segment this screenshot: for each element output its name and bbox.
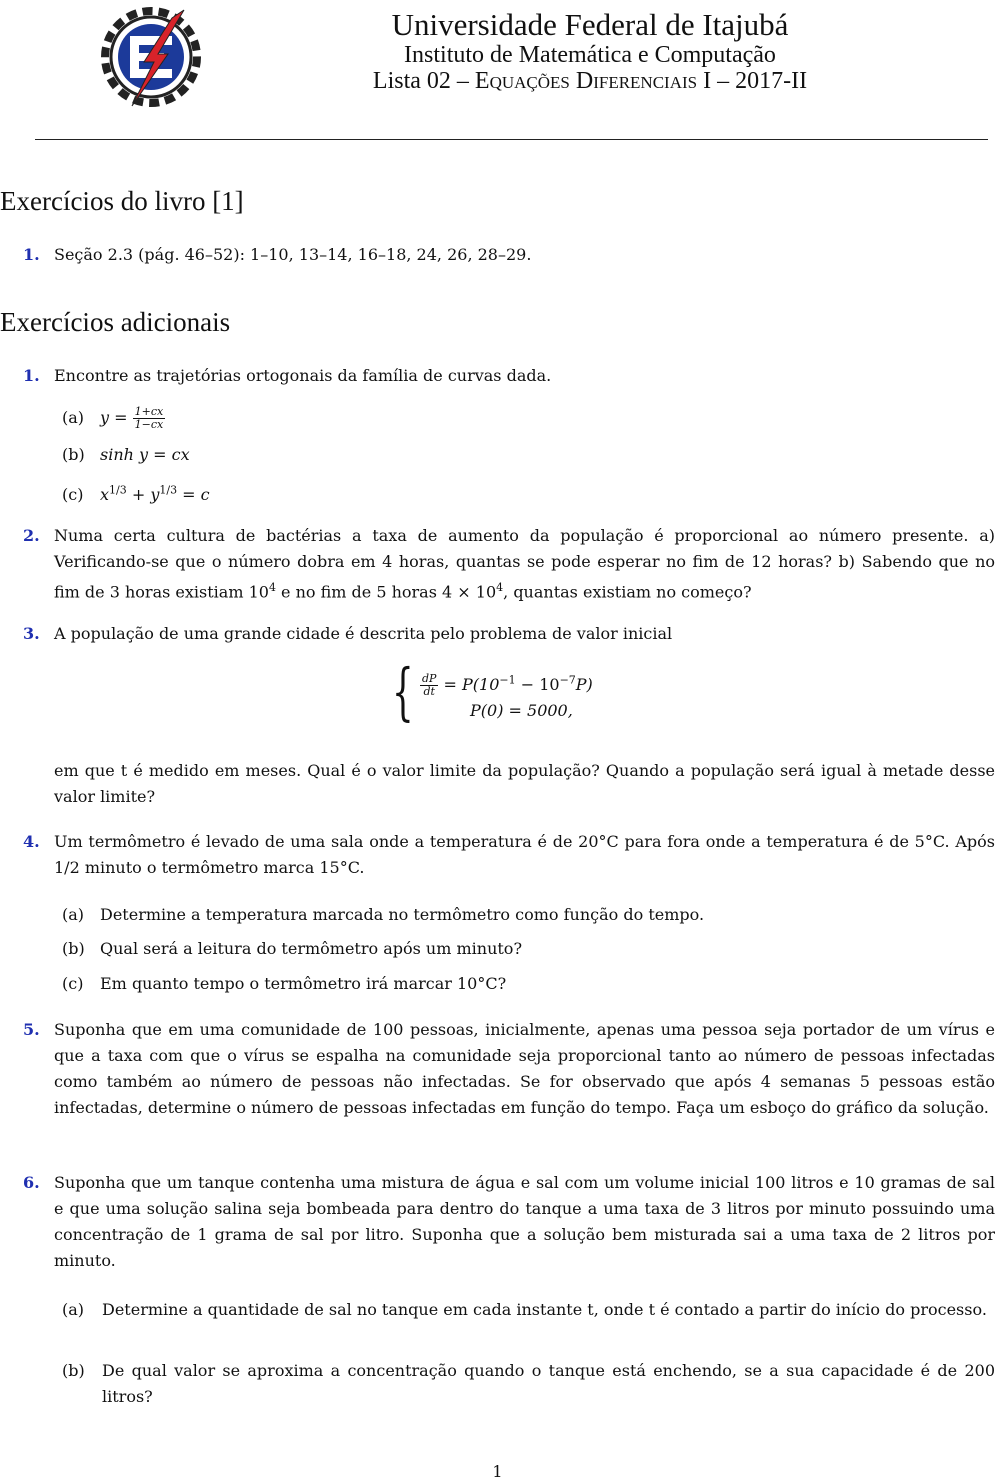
section-book-title: Exercícios do livro [1]: [0, 186, 244, 216]
item-text: Um termômetro é levado de uma sala onde a temperatura é de 20°C para fora onde a temperatura é de 5°C. Após 1/2 minuto o termômetro marca 15°C.: [54, 832, 995, 877]
ode-equation: [420, 673, 593, 698]
exercise-6a-text: Determine a quantidade de sal no tanque em cada instante t, onde t é contado a partir do início do processo.: [102, 1300, 987, 1319]
superscript: 4: [268, 581, 276, 594]
brace-symbol: {: [392, 655, 414, 728]
math-lhs: y =: [100, 408, 128, 427]
math-exponent: 1/3: [159, 484, 178, 497]
university-logo: [92, 2, 210, 112]
math-expression: [100, 485, 210, 504]
list-prefix: Lista 02 –: [372, 68, 475, 94]
text-part: Numa certa cultura de bactérias a taxa de aumento da população é proporcional ao número presente. a) Verificando-se que o número dobra em 4 horas, quantas se pode esperar no fim de 12 horas? b) Sabendo que no fim de 3 horas existiam 10: [54, 526, 995, 602]
item-text: [54, 523, 995, 605]
exercise-6b-label: (b): [62, 1361, 85, 1380]
exercise-4c: [62, 971, 506, 997]
fraction-numerator: dP: [422, 672, 437, 685]
item-text: Encontre as trajetórias ortogonais da família de curvas dada.: [54, 366, 552, 385]
math-plus: +: [126, 485, 151, 505]
list-course: Equações Diferenciais: [474, 68, 698, 94]
derivative-fraction: [420, 673, 438, 698]
item-number: 1.: [23, 245, 40, 264]
ode-system: [392, 655, 652, 733]
math-part: = P(10: [438, 675, 500, 694]
item-number: 1.: [23, 366, 40, 385]
sub-text: Qual será a leitura do termômetro após um minuto?: [100, 939, 523, 958]
list-title: [260, 68, 920, 94]
header-divider: [35, 139, 988, 140]
superscript: −1: [499, 673, 516, 687]
initial-condition: P(0) = 5000,: [470, 701, 573, 720]
exercise-1b: [62, 442, 190, 468]
document-header: [260, 8, 920, 94]
item-text: Seção 2.3 (pág. 46–52): 1–10, 13–14, 16–18, 24, 26, 28–29.: [54, 245, 532, 264]
fraction-denominator: 1−cx: [134, 418, 164, 431]
exercise-1a: [62, 405, 165, 431]
math-equals: = c: [177, 485, 210, 505]
item-number: 6.: [23, 1173, 40, 1192]
item-text: A população de uma grande cidade é descrita pelo problema de valor inicial: [54, 624, 673, 643]
sub-text: Em quanto tempo o termômetro irá marcar 10°C?: [100, 974, 507, 993]
math-exponent: 1/3: [109, 484, 127, 497]
item-text: Suponha que um tanque contenha uma mistura de água e sal com um volume inicial 100 litros e 10 gramas de sal e que uma solução salina seja bombeada para dentro do tanque a uma taxa de 3 litros por minuto possuindo uma concentração de 1 grama de sal por litro. Suponha que a solução bem misturada sai a uma taxa de 2 litros por minuto.: [54, 1173, 995, 1270]
math-y: y: [150, 485, 160, 505]
text-part: e no fim de 5 horas 4 × 10: [275, 582, 497, 602]
exercise-6a-label: (a): [62, 1300, 85, 1319]
sub-label: (c): [62, 485, 84, 505]
item-number: 3.: [23, 624, 40, 643]
fraction-numerator: 1+cx: [134, 405, 164, 418]
exercise-4a: [62, 902, 704, 928]
fraction: [133, 406, 166, 431]
sub-label: (a): [62, 408, 85, 427]
item-number: 4.: [23, 832, 40, 851]
item-text: em que t é medido em meses. Qual é o valor limite da população? Quando a população será igual à metade desse valor limite?: [54, 761, 995, 806]
list-suffix: I – 2017-II: [697, 68, 808, 94]
math-part: P): [575, 675, 593, 694]
superscript: −7: [559, 673, 576, 687]
exercise-1c: [62, 478, 210, 508]
item-number: 5.: [23, 1020, 40, 1039]
item-number: 2.: [23, 526, 40, 545]
sub-label: (a): [62, 905, 85, 924]
math-x: x: [100, 485, 110, 505]
math-part: − 10: [515, 675, 560, 694]
sub-label: (b): [62, 939, 85, 958]
item-text: Suponha que em uma comunidade de 100 pessoas, inicialmente, apenas uma pessoa seja portador de um vírus e que a taxa com que o vírus se espalha na comunidade seja proporcional tanto ao número de pessoas infectadas como também ao número de pessoas não infectadas. Se for observado que após 4 semanas 5 pessoas estão infectadas, determine o número de pessoas infectadas em função do tempo. Faça um esboço do gráfico da solução.: [54, 1020, 995, 1117]
sub-text: Determine a temperatura marcada no termômetro como função do tempo.: [100, 905, 705, 924]
text-part: , quantas existiam no começo?: [503, 582, 752, 602]
page-number: 1: [492, 1462, 503, 1481]
math-expression: sinh y = cx: [100, 445, 190, 464]
fraction-denominator: dt: [423, 685, 435, 698]
university-name: Universidade Federal de Itajubá: [391, 7, 789, 42]
institute-name: Instituto de Matemática e Computação: [404, 42, 776, 68]
section-extra-title: Exercícios adicionais: [0, 307, 231, 337]
superscript: 4: [496, 581, 504, 594]
sub-label: (b): [62, 445, 85, 464]
sub-label: (c): [62, 974, 84, 993]
exercise-6b-text: De qual valor se aproxima a concentração quando o tanque está enchendo, se a sua capacidade é de 200 litros?: [102, 1361, 995, 1406]
exercise-4b: [62, 936, 522, 962]
